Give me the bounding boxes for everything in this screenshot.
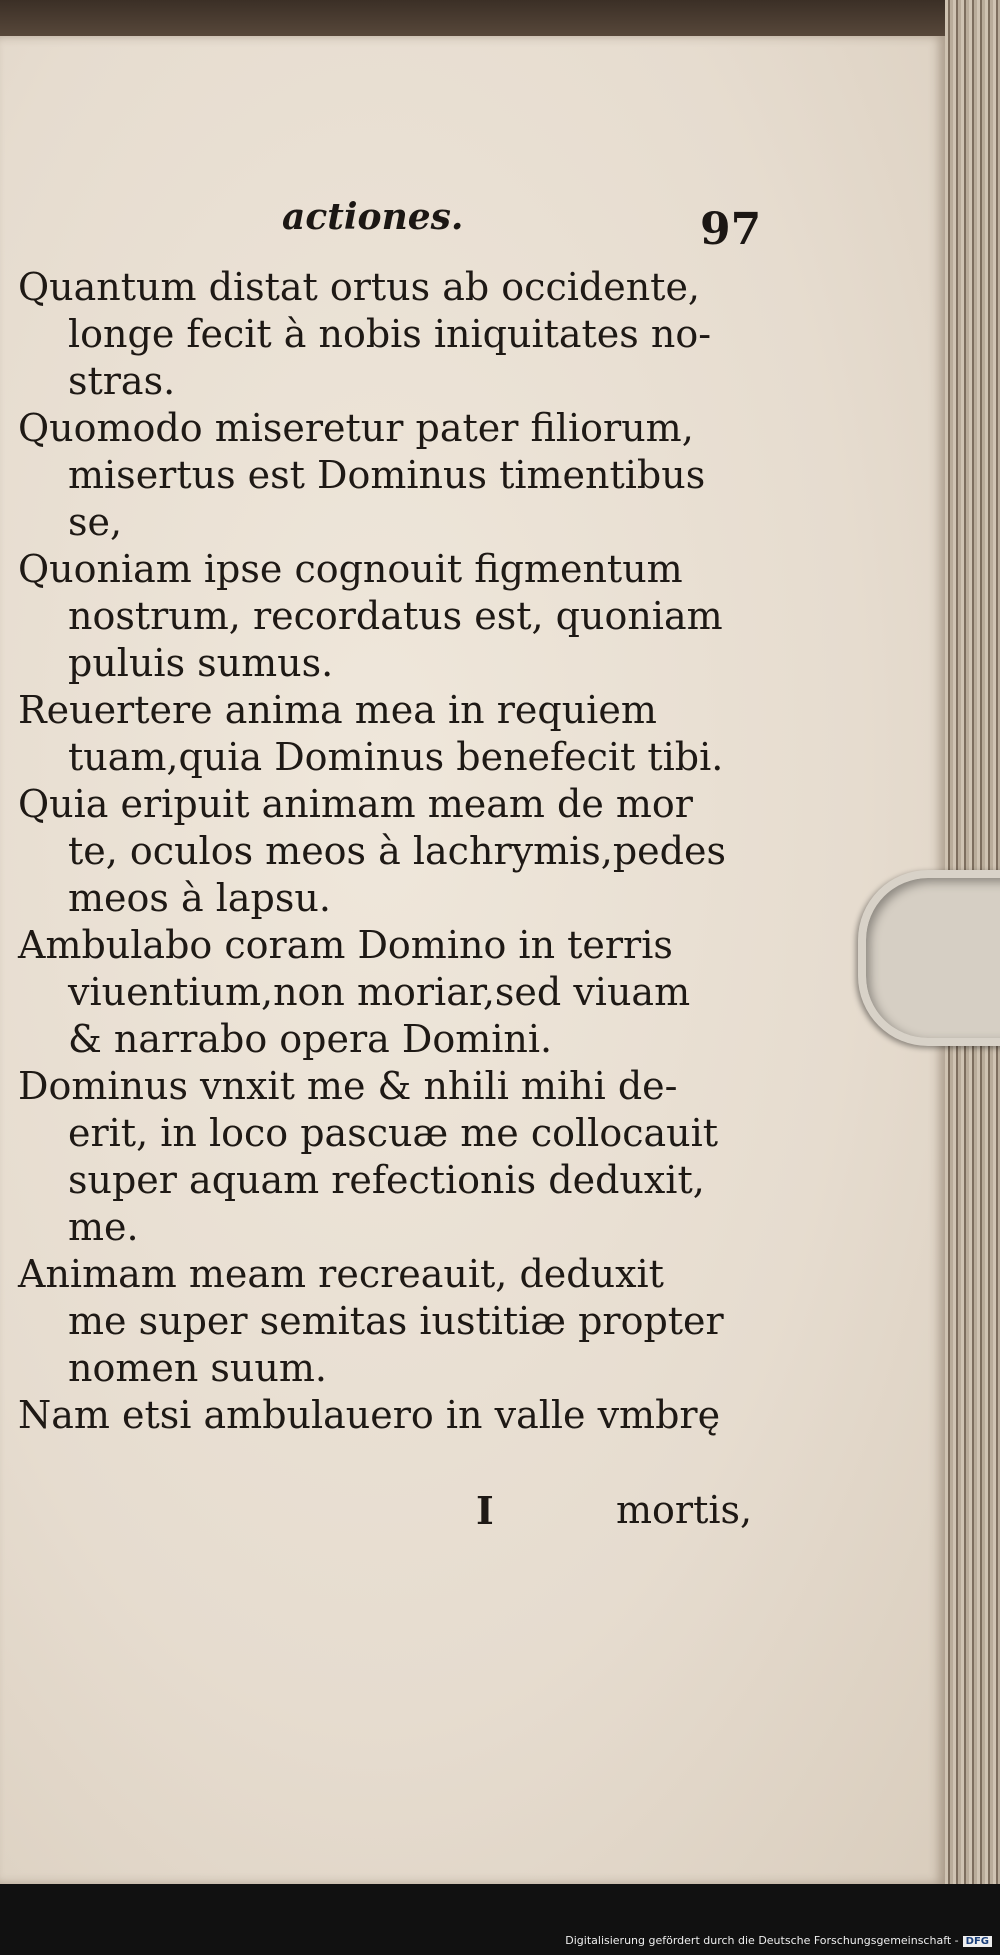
footer-bar xyxy=(0,1884,1000,1955)
text-line: Dominus vnxit me & nhili mihi de- xyxy=(18,1064,678,1108)
credit-text: Digitalisierung gefördert durch die Deutsche Forschungsgemeinschaft - xyxy=(565,1934,959,1947)
text-line: nomen suum. xyxy=(68,1346,327,1390)
text-line: Quomodo miseretur pater filiorum, xyxy=(18,406,694,450)
book-top-edge xyxy=(0,0,1000,40)
text-line: longe fecit à nobis iniquitates no- xyxy=(68,312,712,356)
text-line: Reuertere anima mea in requiem xyxy=(18,688,657,732)
text-line: tuam,quia Dominus benefecit tibi. xyxy=(68,735,724,779)
dfg-logo: DFG xyxy=(963,1936,992,1947)
text-line: puluis sumus. xyxy=(68,641,334,685)
page-footer-line xyxy=(0,1488,945,1538)
text-line: meos à lapsu. xyxy=(68,876,331,920)
text-line: Quantum distat ortus ab occidente, xyxy=(18,265,701,309)
text-line: & narrabo opera Domini. xyxy=(68,1017,553,1061)
text-line: me. xyxy=(68,1205,139,1249)
text-line: me super semitas iustitiæ propter xyxy=(68,1299,724,1343)
text-line: Quia eripuit animam meam de mor xyxy=(18,782,693,826)
text-line: Animam meam recreauit, deduxit xyxy=(18,1252,664,1296)
catchword: mortis, xyxy=(616,1488,753,1532)
text-line: Nam etsi ambulauero in valle vmbrę xyxy=(18,1393,721,1437)
text-line: nostrum, recordatus est, quoniam xyxy=(68,594,723,638)
text-line: Quoniam ipse cognouit figmentum xyxy=(18,547,683,591)
digitization-credit xyxy=(565,1934,992,1947)
signature-mark: I xyxy=(476,1488,494,1533)
text-line: te, oculos meos à lachrymis,pedes xyxy=(68,829,726,873)
page-number: 97 xyxy=(700,204,762,255)
book-clasp xyxy=(858,870,1000,1046)
running-head: actiones. xyxy=(282,196,464,238)
book-page xyxy=(0,36,945,1884)
text-line: se, xyxy=(68,500,123,544)
text-block xyxy=(18,264,778,1439)
text-line: Ambulabo coram Domino in terris xyxy=(18,923,673,967)
text-line: super aquam refectionis deduxit, xyxy=(68,1158,705,1202)
text-line: stras. xyxy=(68,359,176,403)
text-line: misertus est Dominus timentibus xyxy=(68,453,706,497)
text-line: viuentium,non moriar,sed viuam xyxy=(68,970,691,1014)
page-header xyxy=(0,196,945,256)
text-line: erit, in loco pascuæ me collocauit xyxy=(68,1111,719,1155)
